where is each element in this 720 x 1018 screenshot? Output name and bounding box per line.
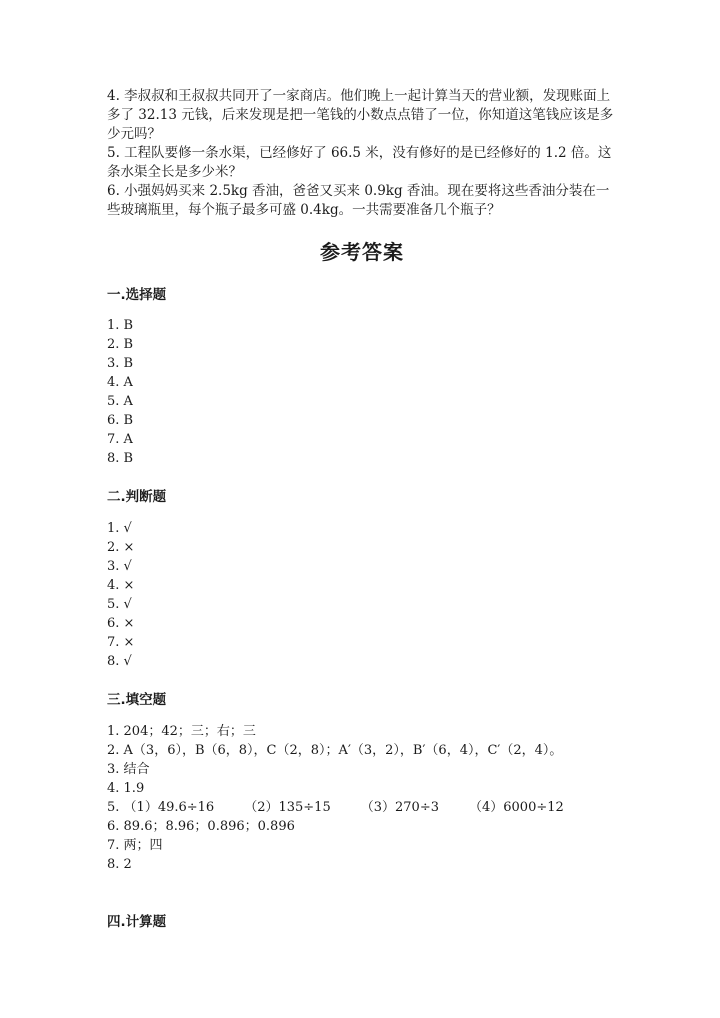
fill-answer: 2. A（3，6），B（6，8），C（2，8）；A′（3，2），B′（6，4），C′（2，4）。	[107, 743, 563, 758]
choice-answer: 5. A	[107, 394, 133, 409]
fill-answers	[107, 722, 617, 874]
choice-answer: 2. B	[107, 337, 134, 352]
choice-answer: 6. B	[107, 413, 134, 428]
section-heading-fill: 三.填空题	[107, 692, 167, 708]
fill-answer-5-part: （3）270÷3	[360, 800, 439, 815]
answer-title: 参考答案	[320, 240, 404, 264]
fill-answer: 4. 1.9	[107, 781, 145, 796]
problem-6: 6. 小强妈妈买来 2.5kg 香油，爸爸又买来 0.9kg 香油。现在要将这些香油分装在一些玻璃瓶里，每个瓶子最多可盛 0.4kg。一共需要准备几个瓶子？	[107, 183, 610, 218]
fill-answer-5-prefix: 5.	[107, 800, 124, 815]
choice-answer: 7. A	[107, 432, 133, 447]
problem-4: 4. 李叔叔和王叔叔共同开了一家商店。他们晚上一起计算当天的营业额，发现账面上多了 32.13 元钱，后来发现是把一笔钱的小数点点错了一位，你知道这笔钱应该是多少元吗？	[107, 88, 614, 142]
judge-answer: 2. ×	[107, 540, 135, 555]
judge-answer: 6. ×	[107, 616, 135, 631]
fill-answer: 3. 结合	[107, 762, 150, 777]
fill-answer-5-part: （4）6000÷12	[468, 800, 564, 815]
choice-answer: 4. A	[107, 375, 133, 390]
section-heading-choice: 一.选择题	[107, 287, 167, 303]
problem-5: 5. 工程队要修一条水渠，已经修好了 66.5 米，没有修好的是已经修好的 1.2 倍。这条水渠全长是多少米？	[107, 145, 612, 180]
judge-answer: 3. √	[107, 559, 132, 574]
fill-answer: 6. 89.6；8.96；0.896；0.896	[107, 819, 295, 834]
choice-answer: 8. B	[107, 451, 134, 466]
fill-answer: 1. 204；42；三；右；三	[107, 724, 256, 739]
choice-answer: 3. B	[107, 356, 134, 371]
choice-answer: 1. B	[107, 318, 134, 333]
judge-answers	[107, 519, 617, 671]
section-heading-judge: 二.判断题	[107, 489, 167, 505]
fill-answer-5-part: （1）49.6÷16	[123, 800, 215, 815]
judge-answer: 8. √	[107, 654, 132, 669]
fill-answer: 8. 2	[107, 857, 132, 872]
fill-answer-5	[107, 798, 617, 817]
section-heading-calc: 四.计算题	[107, 914, 167, 930]
judge-answer: 4. ×	[107, 578, 135, 593]
judge-answer: 7. ×	[107, 635, 135, 650]
judge-answer: 1. √	[107, 521, 132, 536]
word-problems	[107, 87, 617, 220]
fill-answer-5-part: （2）135÷15	[244, 800, 331, 815]
choice-answers	[107, 316, 617, 468]
judge-answer: 5. √	[107, 597, 132, 612]
fill-answer: 7. 两；四	[107, 838, 163, 853]
